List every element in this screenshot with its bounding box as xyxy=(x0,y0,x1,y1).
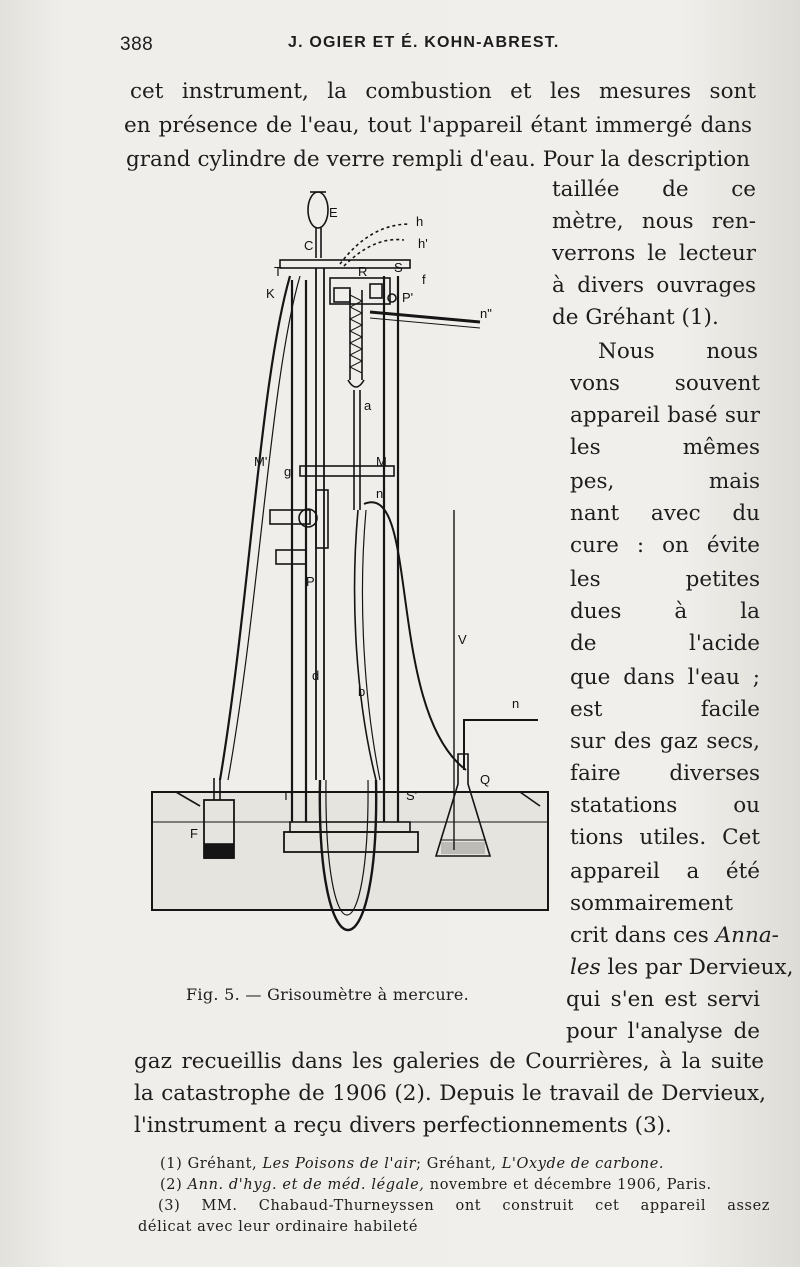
running-title: J. OGIER ET É. KOHN-ABREST. xyxy=(288,34,560,51)
body-line: qui s'en est servi xyxy=(566,987,760,1012)
label-b: b xyxy=(358,684,366,699)
body-line: de Gréhant (1). xyxy=(552,305,719,330)
body-line-annales xyxy=(570,920,779,952)
body-line: en présence de l'eau, tout l'appareil étant immergé dans xyxy=(124,113,752,138)
label-F: F xyxy=(190,826,198,841)
footnote-text: novembre et décembre 1906, Paris. xyxy=(429,1177,712,1193)
body-line: dues à la xyxy=(570,599,760,624)
body-line: de l'acide xyxy=(570,631,760,656)
footnote-3-cont: délicat avec leur ordinaire habileté xyxy=(138,1219,419,1235)
label-S-prime: S' xyxy=(406,788,418,803)
body-line: cure : on évite xyxy=(570,533,760,558)
body-line: que dans l'eau ; xyxy=(570,665,760,690)
grisoumeter-illustration xyxy=(140,180,560,980)
body-line: statations ou xyxy=(570,793,760,818)
footnote-text: Gréhant, xyxy=(187,1156,258,1172)
label-P: P xyxy=(306,574,315,589)
body-line: gaz recueillis dans les galeries de Courrières, à la suite xyxy=(134,1049,764,1074)
footnote-title-italic: Les Poisons de l'air xyxy=(262,1156,417,1172)
footnote-1 xyxy=(160,1154,664,1175)
label-n-second: n" xyxy=(480,306,492,321)
body-line: taillée de ce xyxy=(552,177,756,202)
body-line: vons souvent xyxy=(570,371,760,396)
body-line: sommairement xyxy=(570,891,734,916)
body-text: les par Dervieux, xyxy=(607,955,794,980)
footnote-text: ; Gréhant, xyxy=(416,1156,497,1172)
body-line: les mêmes xyxy=(570,435,760,460)
body-text: crit dans ces xyxy=(570,923,709,948)
label-P-prime: P' xyxy=(402,290,414,305)
page-header xyxy=(120,34,770,60)
body-line: pour l'analyse de xyxy=(566,1019,760,1044)
body-line: à divers ouvrages xyxy=(552,273,756,298)
body-line: Nous nous xyxy=(598,339,758,364)
apparatus-figure xyxy=(140,180,560,980)
label-K: K xyxy=(266,286,275,301)
label-f: f xyxy=(422,272,426,287)
label-R: R xyxy=(358,264,368,279)
body-line: est facile xyxy=(570,697,760,722)
footnote-title-italic: L'Oxyde de carbone. xyxy=(501,1156,665,1172)
label-n: n xyxy=(512,696,520,711)
footnote-2 xyxy=(160,1175,712,1196)
body-line: cet instrument, la combustion et les mesures sont xyxy=(130,79,756,104)
page-number: 388 xyxy=(120,34,154,55)
body-line: faire diverses xyxy=(570,761,760,786)
footnote-number: (2) xyxy=(160,1177,183,1193)
label-M-prime: M' xyxy=(254,454,268,469)
body-line: pes, mais xyxy=(570,469,760,494)
body-line: nant avec du xyxy=(570,501,760,526)
journal-name-italic: Anna- xyxy=(715,923,779,948)
body-line: verrons le lecteur xyxy=(552,241,756,266)
body-line: appareil a été xyxy=(570,859,760,884)
label-h: h xyxy=(416,214,424,229)
label-Q: Q xyxy=(480,772,491,787)
label-h-prime: h' xyxy=(418,236,428,251)
label-d: d xyxy=(312,668,320,683)
journal-name-italic: les xyxy=(570,955,601,980)
label-M: M xyxy=(376,454,387,469)
body-line: grand cylindre de verre rempli d'eau. Pour la description xyxy=(126,147,750,172)
footnote-title-italic: Ann. d'hyg. et de méd. légale, xyxy=(187,1177,425,1193)
label-a: a xyxy=(364,398,372,413)
label-E: E xyxy=(329,205,338,220)
body-line: tions utiles. Cet xyxy=(570,825,760,850)
figure-caption: Fig. 5. — Grisoumètre à mercure. xyxy=(186,985,470,1004)
label-T: T xyxy=(274,264,282,279)
label-n-prime: n' xyxy=(376,486,386,501)
body-line: la catastrophe de 1906 (2). Depuis le travail de Dervieux, xyxy=(134,1081,766,1106)
body-line: sur des gaz secs, xyxy=(570,729,760,754)
body-line-annales-cont xyxy=(570,952,793,984)
body-line: l'instrument a reçu divers perfectionnements (3). xyxy=(134,1113,672,1138)
label-S: S xyxy=(394,260,403,275)
label-T-prime: T' xyxy=(282,788,293,803)
label-V: V xyxy=(458,632,467,647)
footnote-3: (3) MM. Chabaud-Thurneyssen ont construit cet appareil assez xyxy=(158,1198,770,1214)
body-line: mètre, nous ren- xyxy=(552,209,756,234)
label-g: g xyxy=(284,464,292,479)
body-line: appareil basé sur xyxy=(570,403,760,428)
body-line: les petites xyxy=(570,567,760,592)
footnote-number: (1) xyxy=(160,1156,183,1172)
label-C: C xyxy=(304,238,314,253)
